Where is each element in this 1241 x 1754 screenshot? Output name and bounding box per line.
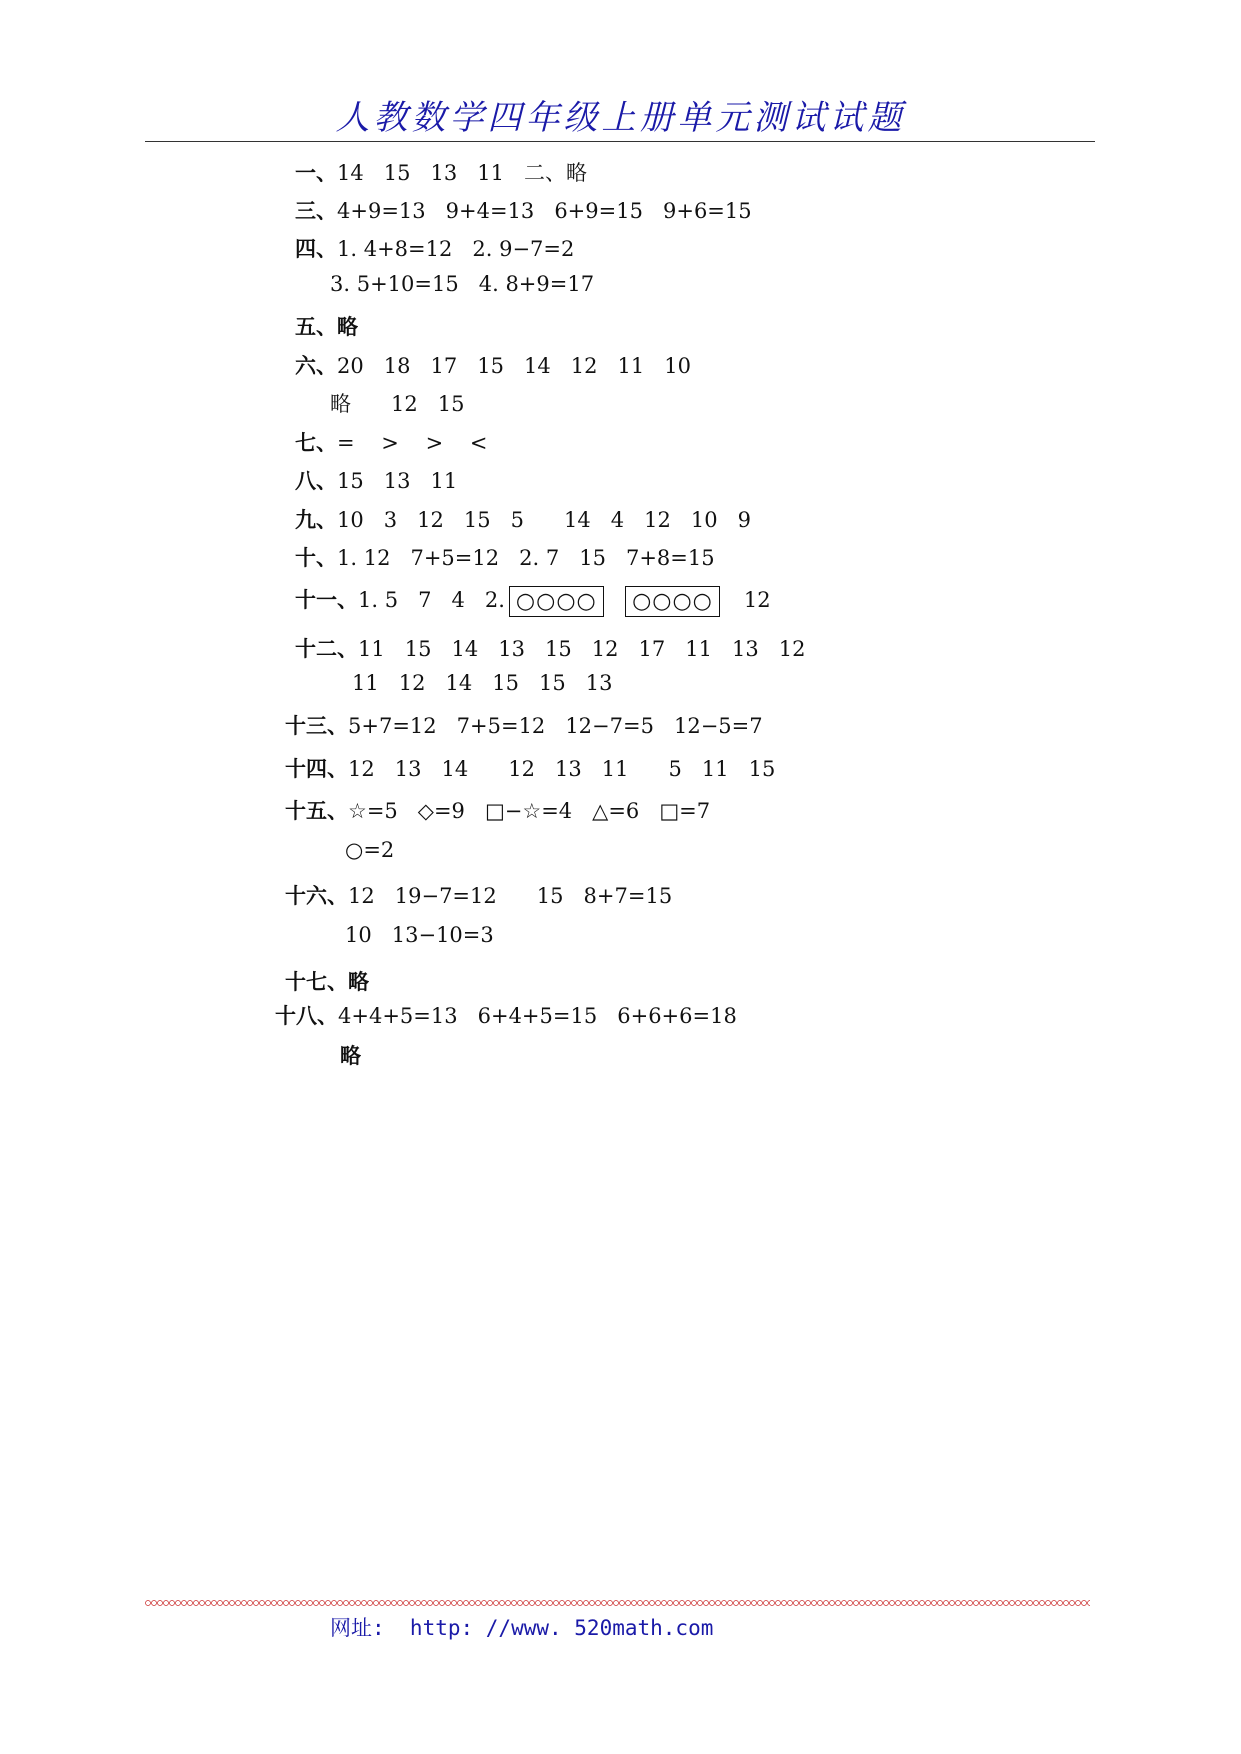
section-label: 十二、 bbox=[295, 636, 358, 661]
answer-line-11 bbox=[295, 584, 771, 617]
section-label: 三、 bbox=[295, 198, 337, 223]
section-label: 一、 bbox=[295, 160, 337, 185]
answer-line-5 bbox=[295, 311, 358, 341]
answer-text: 20 18 17 15 14 12 11 10 bbox=[337, 354, 691, 378]
section-label: 十六、 bbox=[285, 883, 348, 908]
answer-line-16b bbox=[345, 923, 494, 947]
header-divider bbox=[145, 141, 1095, 142]
section-label: 七、 bbox=[295, 430, 337, 455]
section-label: 十一、 bbox=[295, 587, 358, 612]
footer-url: 网址: http: //www. 520math.com bbox=[330, 1616, 714, 1640]
answer-line-1 bbox=[295, 157, 587, 187]
section-label: 五、 bbox=[295, 314, 337, 339]
answer-text: 1. 5 7 4 2. bbox=[358, 588, 505, 612]
answer-line-16 bbox=[285, 880, 672, 910]
section-label: 四、 bbox=[295, 236, 337, 261]
answer-line-10 bbox=[295, 542, 715, 572]
answer-line-15b bbox=[345, 838, 394, 862]
page-title: 人教数学四年级上册单元测试试题 bbox=[335, 98, 906, 138]
answer-text: 10 3 12 15 5 14 4 12 10 9 bbox=[337, 508, 752, 532]
answer-line-17 bbox=[285, 966, 369, 996]
answer-text: 14 15 13 11 二、略 bbox=[337, 161, 587, 185]
circle-box: ○○○○ bbox=[509, 586, 604, 617]
answer-text: 11 12 14 15 15 13 bbox=[352, 671, 613, 695]
answer-text: ○=2 bbox=[345, 838, 395, 862]
answer-text: 12 bbox=[743, 588, 771, 612]
answer-text: 3. 5+10=15 4. 8+9=17 bbox=[330, 272, 595, 296]
section-label: 十三、 bbox=[285, 713, 348, 738]
answer-line-13 bbox=[285, 710, 763, 740]
answer-text: 1. 12 7+5=12 2. 7 15 7+8=15 bbox=[337, 546, 715, 570]
answer-text: 略 12 15 bbox=[330, 392, 465, 416]
answer-text: 12 13 14 12 13 11 5 11 15 bbox=[348, 757, 776, 781]
answer-text: = > > < bbox=[337, 431, 488, 455]
answer-line-8 bbox=[295, 465, 457, 495]
answer-line-14 bbox=[285, 753, 775, 783]
answer-line-6 bbox=[295, 350, 691, 380]
answer-line-9 bbox=[295, 504, 751, 534]
answer-text: 4+9=13 9+4=13 6+9=15 9+6=15 bbox=[337, 199, 752, 223]
section-label: 八、 bbox=[295, 468, 337, 493]
answer-text: 15 13 11 bbox=[337, 469, 458, 493]
section-label: 十、 bbox=[295, 545, 337, 570]
section-label: 十四、 bbox=[285, 756, 348, 781]
answer-text: 1. 4+8=12 2. 9−7=2 bbox=[337, 237, 575, 261]
answer-text: 12 19−7=12 15 8+7=15 bbox=[348, 884, 673, 908]
section-label: 十八、 bbox=[275, 1003, 338, 1028]
answer-text: 11 15 14 13 15 12 17 11 13 12 bbox=[358, 637, 806, 661]
answer-text: 10 13−10=3 bbox=[345, 923, 494, 947]
section-label: 六、 bbox=[295, 353, 337, 378]
answer-text: 略 bbox=[337, 314, 358, 339]
answer-line-12b bbox=[352, 671, 612, 695]
answer-line-18b bbox=[340, 1040, 361, 1070]
answer-line-6b bbox=[330, 388, 465, 418]
answer-text: 4+4+5=13 6+4+5=15 6+6+6=18 bbox=[338, 1004, 737, 1028]
answer-text: ☆=5 ◇=9 □−☆=4 △=6 □=7 bbox=[348, 799, 711, 823]
answer-line-15 bbox=[285, 795, 710, 825]
section-label: 十七、 bbox=[285, 969, 348, 994]
circle-box: ○○○○ bbox=[625, 586, 720, 617]
answer-line-12 bbox=[295, 633, 805, 663]
footer-divider bbox=[145, 1600, 1090, 1606]
answer-line-4b bbox=[330, 272, 594, 296]
answer-text: 略 bbox=[340, 1043, 361, 1068]
answer-line-3 bbox=[295, 195, 752, 225]
section-label: 十五、 bbox=[285, 798, 348, 823]
answer-line-18 bbox=[275, 1000, 737, 1030]
answer-text: 略 bbox=[348, 969, 369, 994]
answer-text: 5+7=12 7+5=12 12−7=5 12−5=7 bbox=[348, 714, 763, 738]
answer-line-7 bbox=[295, 427, 488, 457]
answer-line-4 bbox=[295, 233, 574, 263]
section-label: 九、 bbox=[295, 507, 337, 532]
